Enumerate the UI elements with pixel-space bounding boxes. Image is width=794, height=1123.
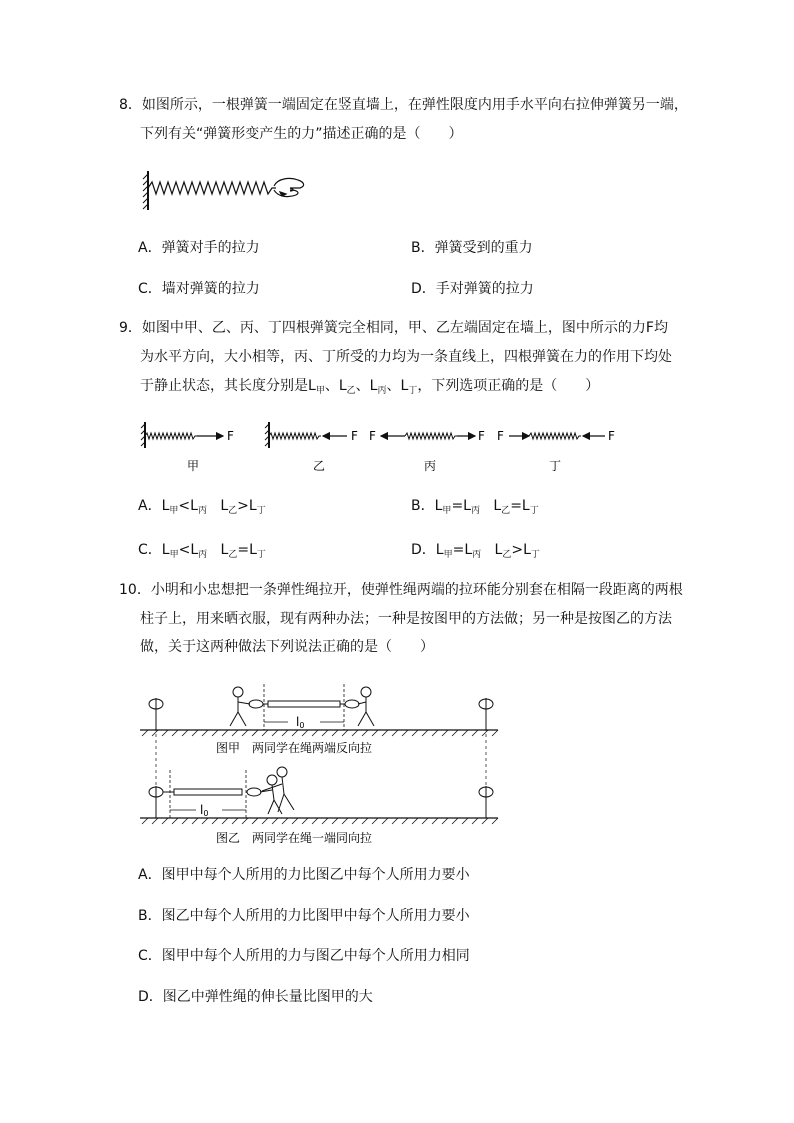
q10-option-c[interactable]: C．图甲中每个人所用的力与图乙中每个人所用力相同 (138, 948, 470, 964)
length-label-yi: l0 (200, 803, 209, 818)
q10-rope-figure (138, 680, 502, 850)
force-label-ding-right: F (608, 429, 615, 443)
q8-option-b[interactable]: B．弹簧受到的重力 (411, 240, 533, 256)
hand-icon (274, 178, 304, 196)
force-label-ding-left: F (497, 429, 504, 443)
q10-option-b[interactable]: B．图乙中每个人所用的力比图甲中每个人所用力要小 (138, 908, 470, 924)
q8-stem-line2: 下列有关“弹簧形变产生的力”描述正确的是（ ） (140, 126, 463, 142)
label-bing: 丙 (424, 459, 437, 473)
q8-option-c[interactable]: C．墙对弹簧的拉力 (138, 281, 260, 297)
fig-yi-caption: 图乙 两同学在绳一端同向拉 (216, 831, 373, 845)
force-label-yi: F (351, 429, 358, 443)
q8-option-a[interactable]: A．弹簧对手的拉力 (138, 240, 260, 256)
force-label-jia: F (227, 429, 234, 443)
wall-icon (143, 171, 148, 210)
post-left-yi (149, 786, 163, 818)
spring-yi (265, 422, 358, 473)
q8-option-d[interactable]: D．手对弹簧的拉力 (411, 281, 534, 297)
fig-jia-caption: 图甲 两同学在绳两端反向拉 (216, 741, 373, 755)
post-left-jia (149, 698, 163, 730)
q9-option-a[interactable]: A．$L_甲<L_丙$ $L_乙>L_丁$ (138, 498, 266, 516)
persons-yi (260, 767, 294, 814)
label-yi: 乙 (313, 459, 326, 473)
length-label-jia: l0 (296, 715, 305, 730)
q10-stem-line2: 柱子上，用来晒衣服，现有两种办法；一种是按图甲的方法做；另一种是按图乙的方法 (140, 611, 672, 627)
q9-stem-line3: 于静止状态，其长度分别是$L_甲$、$L_乙$、$L_丙$、$L_丁$，下列选项正确的是（ ） (140, 378, 600, 396)
q9-stem-line2: 为水平方向，大小相等，丙、丁所受的力均为一条直线上，四根弹簧在力的作用下均处 (140, 349, 672, 365)
person-left-jia (230, 687, 250, 726)
q10-option-a[interactable]: A．图甲中每个人所用的力比图乙中每个人所用力要小 (138, 867, 470, 883)
post-right-jia (479, 698, 493, 730)
q8-spring-hand-figure (140, 168, 310, 214)
ground-yi (140, 818, 498, 824)
force-label-bing-right: F (478, 429, 485, 443)
q8-stem-line1: 8．如图所示，一根弹簧一端固定在竖直墙上，在弹性限度内用手水平向右拉伸弹簧另一端， (119, 97, 688, 113)
q10-stem-line1: 10．小明和小忠想把一条弹性绳拉开，使弹性绳两端的拉环能分别套在相隔一段距离的两根 (119, 582, 683, 598)
force-label-bing-left: F (369, 429, 376, 443)
q10-option-d[interactable]: D．图乙中弹性绳的伸长量比图甲的大 (138, 989, 373, 1005)
person-right-jia (358, 687, 374, 726)
q9-option-d[interactable]: D．$L_甲=L_丙$ $L_乙>L_丁$ (411, 542, 540, 560)
post-right-yi (479, 786, 493, 818)
q9-four-springs-figure (135, 418, 635, 480)
ground-jia (140, 730, 498, 736)
q10-stem-line3: 做，关于这两种做法下列说法正确的是（ ） (140, 639, 434, 655)
spring-ding (497, 429, 615, 473)
spring-jia (141, 422, 234, 473)
spring-bing (369, 429, 485, 473)
rope-jia (249, 700, 359, 708)
label-jia: 甲 (187, 459, 200, 473)
q9-option-b[interactable]: B．$L_甲=L_丙$ $L_乙=L_丁$ (411, 498, 539, 516)
spring-icon (148, 182, 276, 194)
q9-stem-line1: 9．如图中甲、乙、丙、丁四根弹簧完全相同，甲、乙左端固定在墙上，图中所示的力F均 (119, 320, 668, 336)
label-ding: 丁 (549, 459, 562, 473)
q9-option-c[interactable]: C．$L_甲<L_丙$ $L_乙=L_丁$ (138, 542, 266, 560)
